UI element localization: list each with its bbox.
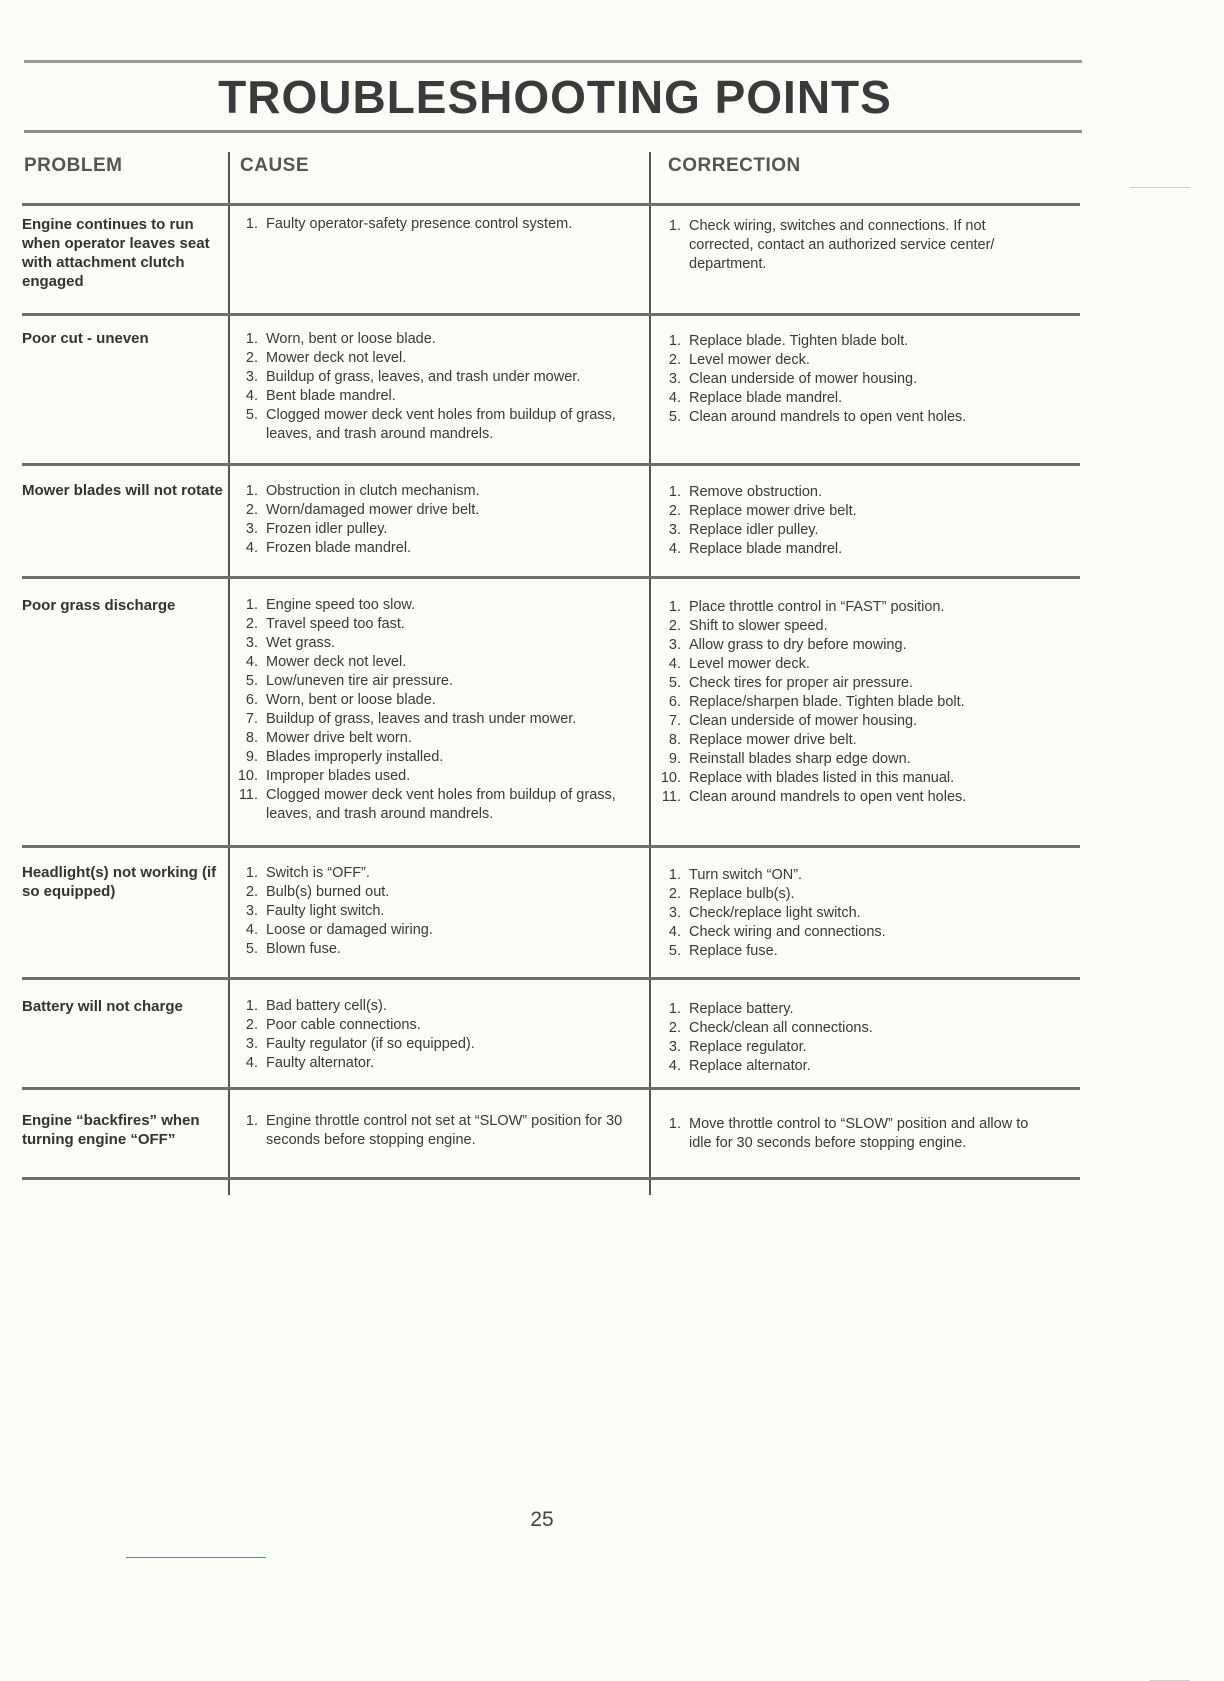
list-item: 8. Replace mower drive belt. [668,732,857,748]
list-item: 9. Reinstall blades sharp edge down. [668,751,911,767]
column-divider-correction [649,152,651,1195]
list-item: 5. Blown fuse. [245,941,341,957]
list-item: 2. Bulb(s) burned out. [245,884,390,900]
list-item: 2. Shift to slower speed. [668,618,828,634]
title-rule [24,130,1082,133]
list-item: 3. Wet grass. [245,635,336,651]
list-item: 5. Clogged mower deck vent holes from buildup of grass, leaves, and trash around mandrels. [245,407,616,442]
list-item: 10. Replace with blades listed in this manual. [660,770,955,786]
list-item: 4. Frozen blade mandrel. [245,540,412,556]
row-divider [22,1177,1080,1180]
header-cause: CAUSE [240,155,310,176]
cause-list [232,330,632,444]
list-item: 1. Replace battery. [668,1001,794,1017]
correction-list [655,332,1045,427]
list-item: 6. Worn, bent or loose blade. [245,692,436,708]
list-item: 5. Check tires for proper air pressure. [668,675,914,691]
cause-list [232,215,632,234]
list-item: 3. Faulty regulator (if so equipped). [245,1036,475,1052]
list-item: 4. Replace blade mandrel. [668,541,843,557]
list-item: 2. Replace bulb(s). [668,886,795,902]
cause-list [232,864,632,959]
list-item: 3. Check/replace light switch. [668,905,861,921]
list-item: 2. Worn/damaged mower drive belt. [245,502,480,518]
correction-list [655,1115,1045,1153]
list-item: 5. Replace fuse. [668,943,778,959]
list-item: 3. Buildup of grass, leaves, and trash under mower. [245,369,581,385]
list-item: 3. Allow grass to dry before mowing. [668,637,907,653]
cause-list [232,482,632,558]
list-item: 1. Faulty operator-safety presence control system. [245,216,573,232]
problem-cell: Engine continues to run when operator leaves seat with attachment clutch engaged [22,216,210,290]
problem-cell: Mower blades will not rotate [22,482,223,499]
list-item: 2. Replace mower drive belt. [668,503,857,519]
problem-cell: Engine “backfires” when turning engine “OFF” [22,1112,200,1148]
list-item: 6. Replace/sharpen blade. Tighten blade bolt. [668,694,965,710]
list-item: 10. Improper blades used. [237,768,411,784]
row-divider [22,313,1080,316]
footer-line [126,1557,266,1558]
list-item: 5. Clean around mandrels to open vent holes. [668,409,967,425]
header-problem: PROBLEM [24,155,123,176]
list-item: 4. Replace blade mandrel. [668,390,843,406]
page-title: TROUBLESHOOTING POINTS [218,71,892,123]
list-item: 4. Bent blade mandrel. [245,388,396,404]
correction-list [655,866,1045,961]
list-item: 7. Buildup of grass, leaves and trash under mower. [245,711,577,727]
row-divider [22,1087,1080,1090]
scan-mark [1130,187,1190,188]
list-item: 2. Level mower deck. [668,352,810,368]
correction-list [655,598,1045,807]
list-item: 2. Poor cable connections. [245,1017,421,1033]
list-item: 1. Replace blade. Tighten blade bolt. [668,333,909,349]
correction-list [655,217,1045,274]
list-item: 8. Mower drive belt worn. [245,730,412,746]
list-item: 3. Replace idler pulley. [668,522,819,538]
cause-list [232,1112,632,1150]
list-item: 7. Clean underside of mower housing. [668,713,918,729]
list-item: 1. Move throttle control to “SLOW” position and allow to idle for 30 seconds before stopping engine. [668,1116,1029,1151]
row-divider [22,576,1080,579]
list-item: 1. Bad battery cell(s). [245,998,387,1014]
list-item: 1. Engine throttle control not set at “SLOW” position for 30 seconds before stopping engine. [245,1113,623,1148]
problem-cell: Poor cut - uneven [22,330,149,347]
column-divider-cause [228,152,230,1195]
list-item: 1. Remove obstruction. [668,484,822,500]
header-correction: CORRECTION [668,155,801,176]
list-item: 1. Switch is “OFF”. [245,865,370,881]
list-item: 2. Check/clean all connections. [668,1020,873,1036]
page-number: 25 [530,1508,554,1531]
problem-cell: Headlight(s) not working (if so equipped) [22,864,217,900]
top-rule [24,60,1082,63]
list-item: 1. Obstruction in clutch mechanism. [245,483,480,499]
row-divider [22,977,1080,980]
list-item: 3. Frozen idler pulley. [245,521,388,537]
list-item: 2. Travel speed too fast. [245,616,405,632]
list-item: 4. Check wiring and connections. [668,924,886,940]
list-item: 11. Clean around mandrels to open vent holes. [661,789,967,805]
header-rule [22,203,1080,206]
correction-list [655,1000,1045,1076]
list-item: 2. Mower deck not level. [245,350,407,366]
list-item: 4. Mower deck not level. [245,654,407,670]
list-item: 4. Replace alternator. [668,1058,811,1074]
cause-list [232,596,632,824]
list-item: 3. Faulty light switch. [245,903,385,919]
list-item: 5. Low/uneven tire air pressure. [245,673,453,689]
list-item: 11. Clogged mower deck vent holes from buildup of grass, leaves, and trash around mandrels. [238,787,616,822]
row-divider [22,463,1080,466]
list-item: 1. Engine speed too slow. [245,597,416,613]
correction-list [655,483,1045,559]
list-item: 1. Place throttle control in “FAST” position. [668,599,945,615]
list-item: 9. Blades improperly installed. [245,749,444,765]
problem-cell: Poor grass discharge [22,597,176,614]
list-item: 1. Check wiring, switches and connections. If not corrected, contact an authorized service center/ department. [668,218,995,272]
problem-cell: Battery will not charge [22,998,183,1015]
row-divider [22,845,1080,848]
list-item: 4. Faulty alternator. [245,1055,374,1071]
list-item: 4. Loose or damaged wiring. [245,922,433,938]
cause-list [232,997,632,1073]
list-item: 4. Level mower deck. [668,656,810,672]
list-item: 3. Replace regulator. [668,1039,807,1055]
list-item: 3. Clean underside of mower housing. [668,371,918,387]
list-item: 1. Worn, bent or loose blade. [245,331,436,347]
list-item: 1. Turn switch “ON”. [668,867,803,883]
